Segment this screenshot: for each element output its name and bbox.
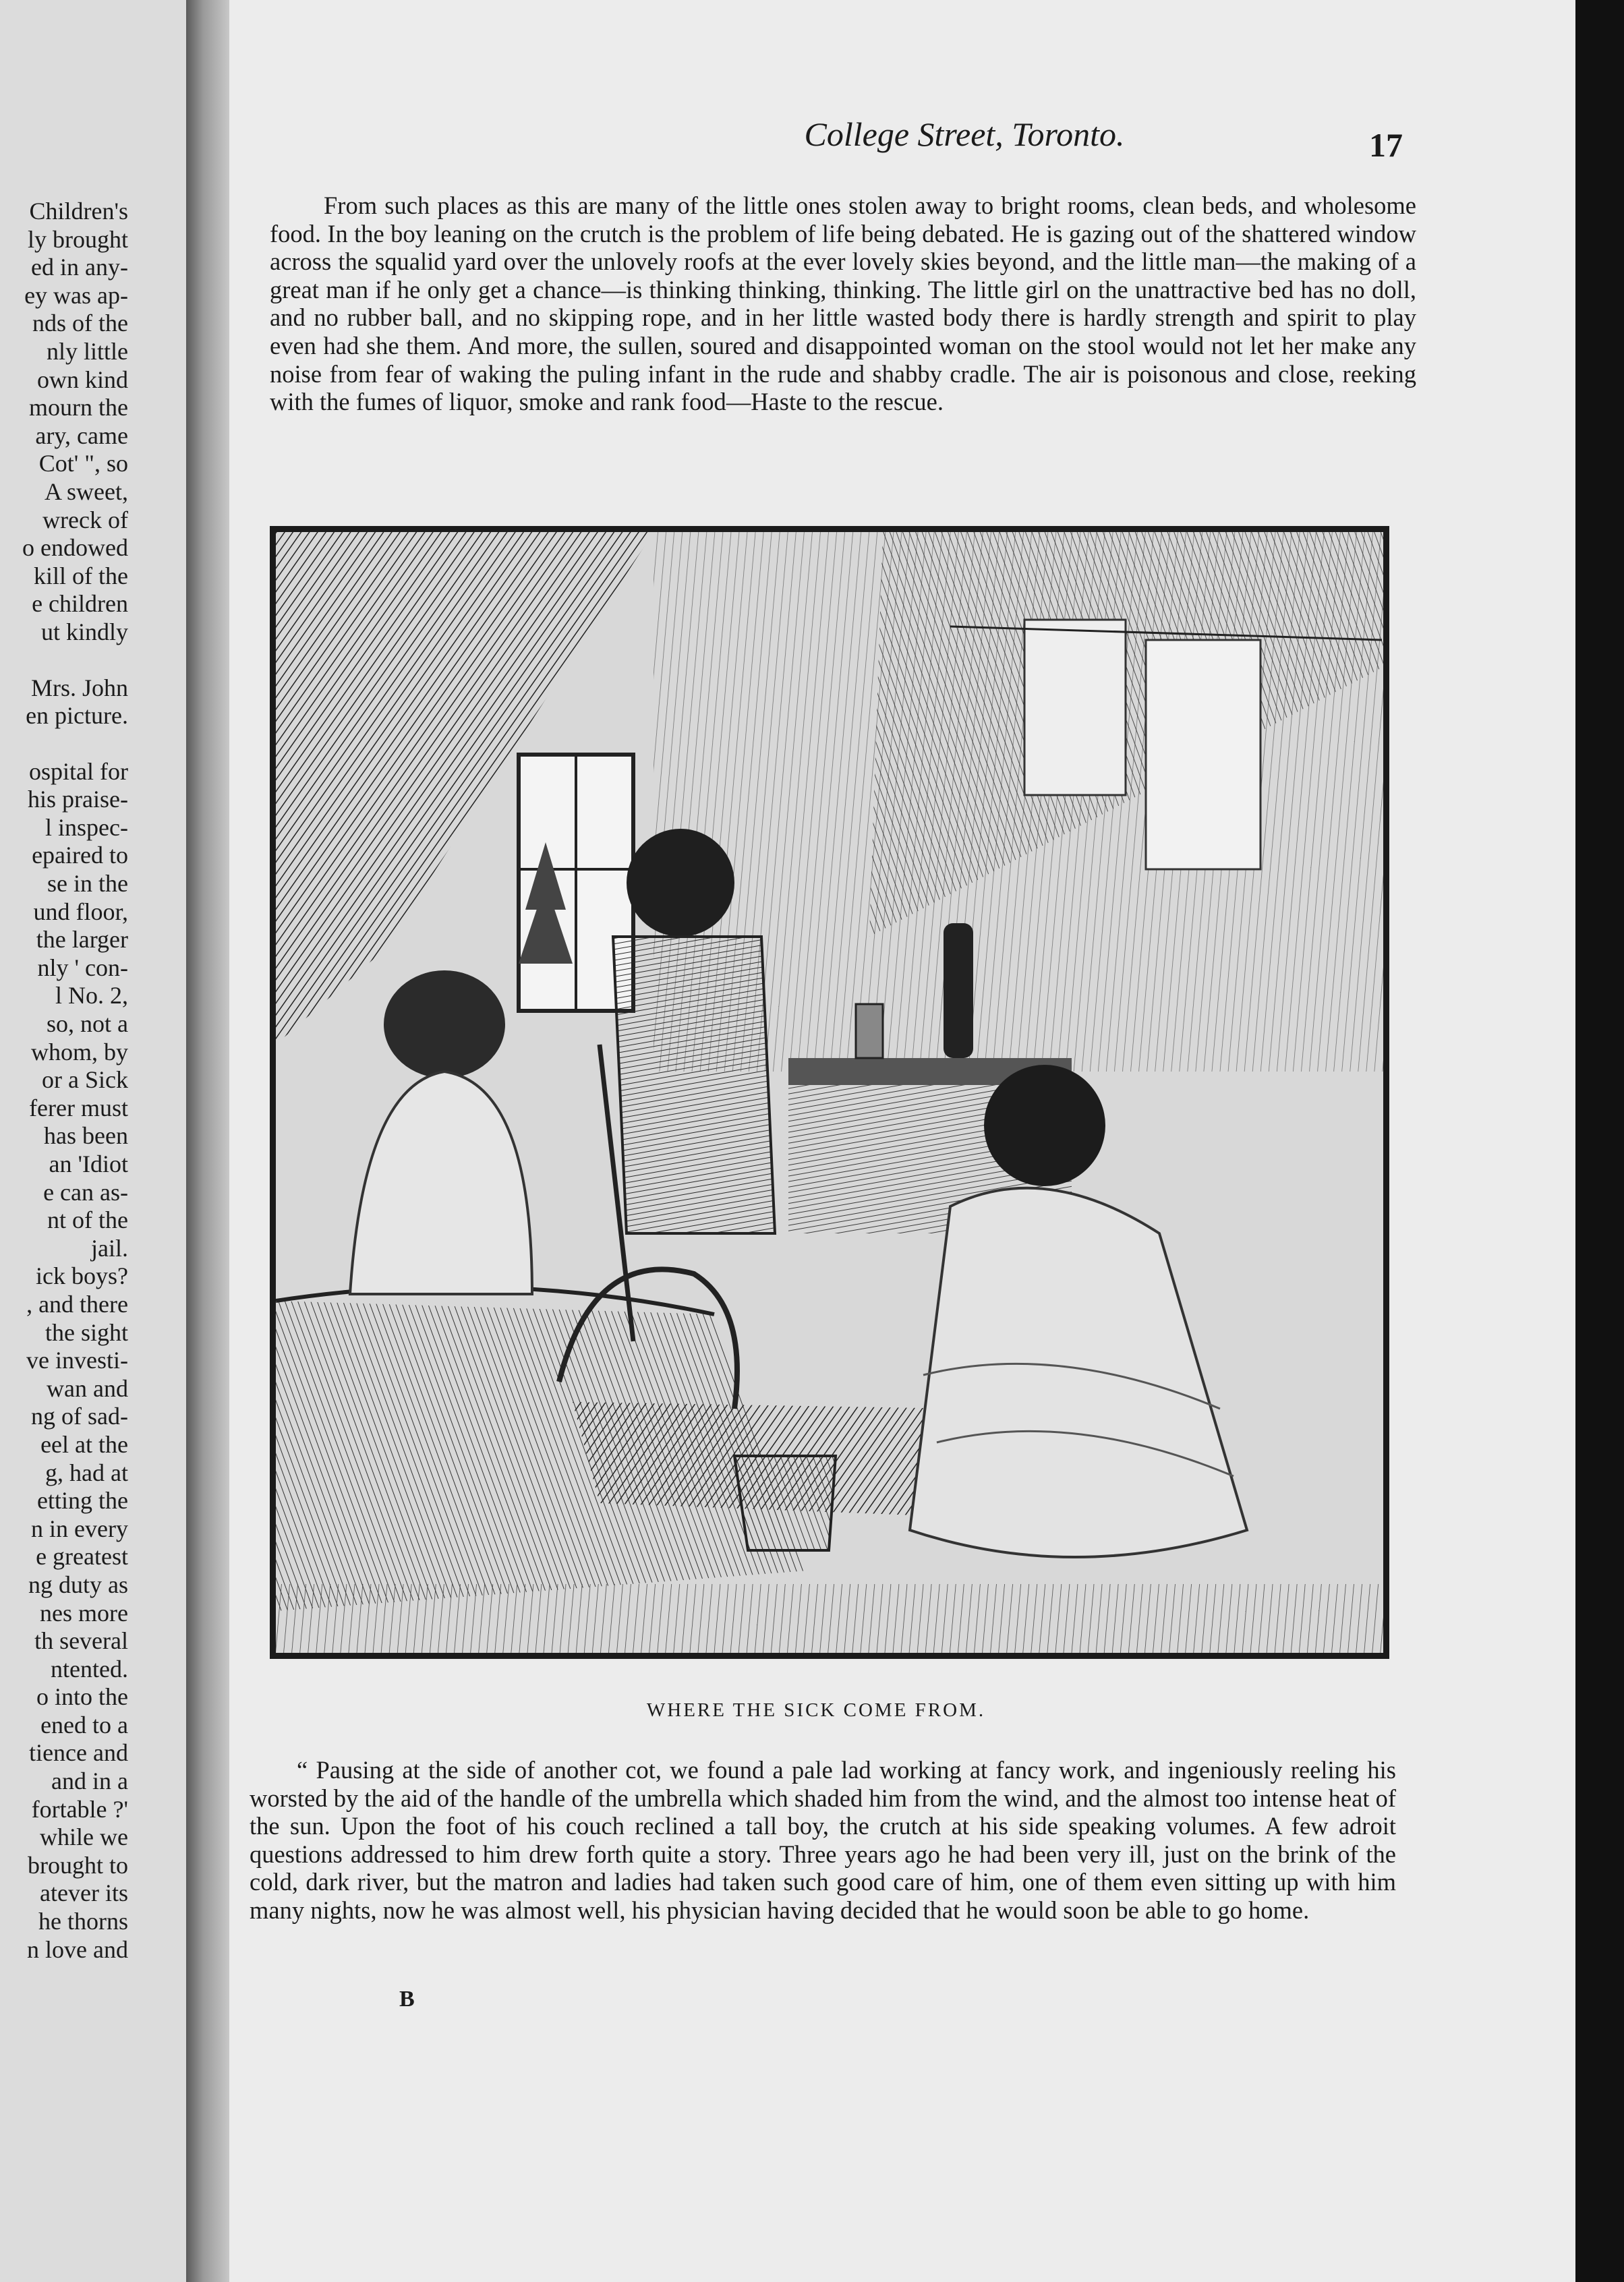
adjacent-page-line: Cot' ", so bbox=[38, 450, 128, 477]
adjacent-page-line: ferer must bbox=[29, 1094, 128, 1121]
adjacent-page-line: ly brought bbox=[28, 225, 128, 253]
woman-head bbox=[984, 1065, 1105, 1186]
adjacent-page-line: n in every bbox=[31, 1515, 128, 1542]
engraving-scene bbox=[276, 532, 1383, 1653]
adjacent-page-line: Children's bbox=[29, 198, 128, 225]
adjacent-page-line: ed in any- bbox=[31, 254, 128, 281]
cup bbox=[856, 1004, 883, 1058]
adjacent-page-line: en picture. bbox=[26, 702, 128, 730]
adjacent-page-text-column bbox=[0, 198, 128, 1964]
illustration-caption: WHERE THE SICK COME FROM. bbox=[646, 1699, 986, 1721]
adjacent-page-line: l inspec- bbox=[45, 813, 128, 841]
adjacent-page-line: ospital for bbox=[29, 757, 128, 785]
adjacent-page-line: an 'Idiot bbox=[49, 1150, 128, 1177]
adjacent-page-line: and in a bbox=[51, 1767, 128, 1795]
page-edge bbox=[1575, 0, 1624, 2282]
adjacent-page-line: nly little bbox=[47, 337, 128, 365]
adjacent-page-line: e can as- bbox=[43, 1178, 128, 1206]
adjacent-page-line: ick boys? bbox=[36, 1262, 128, 1290]
adjacent-page-line: ntented. bbox=[51, 1655, 128, 1683]
adjacent-page-line: nds of the bbox=[32, 310, 128, 337]
adjacent-page-line: o endowed bbox=[22, 534, 128, 562]
adjacent-page-line: his praise- bbox=[28, 786, 128, 813]
adjacent-page-line: ey was ap- bbox=[24, 281, 128, 309]
adjacent-page-line: l No. 2, bbox=[55, 982, 128, 1010]
page bbox=[229, 0, 1575, 2282]
adjacent-page-line: wreck of bbox=[42, 506, 128, 533]
adjacent-page-line: wan and bbox=[47, 1374, 128, 1402]
adjacent-page-line bbox=[0, 730, 128, 758]
adjacent-page-line: und floor, bbox=[33, 898, 128, 925]
adjacent-page-line: epaired to bbox=[32, 842, 128, 869]
adjacent-page-line: kill of the bbox=[34, 562, 128, 589]
adjacent-page-line: e children bbox=[32, 590, 128, 618]
adjacent-page-line: nes more bbox=[40, 1599, 128, 1627]
adjacent-page-line: ut kindly bbox=[40, 618, 128, 645]
adjacent-page-line: has been bbox=[44, 1122, 128, 1150]
adjacent-page-line: atever its bbox=[40, 1879, 128, 1907]
adjacent-page-line: etting the bbox=[37, 1487, 128, 1515]
adjacent-page-line: A sweet, bbox=[45, 477, 128, 505]
signature-mark: B bbox=[399, 1987, 415, 2012]
adjacent-page-left bbox=[0, 0, 186, 2282]
adjacent-page-line: o into the bbox=[36, 1683, 128, 1711]
adjacent-page-line: ng of sad- bbox=[31, 1403, 128, 1430]
adjacent-page-line: own kind bbox=[37, 365, 128, 393]
adjacent-page-line: tience and bbox=[29, 1739, 128, 1767]
adjacent-page-line: ened to a bbox=[40, 1711, 128, 1738]
adjacent-page-line: whom, by bbox=[31, 1038, 128, 1065]
hanging-laundry bbox=[1024, 620, 1126, 795]
paragraph-1: From such places as this are many of the little ones stolen away to bright rooms, clean beds, and wholesome food. In the boy leaning on the crutch is the problem of life being debated. He is gazing out of the shattered window across the squalid yard over the unlovely roofs at the ever lovely skies beyond, and the little man—the making of a great man if he only get a chance—is thinking thinking, thinking. The little girl on the unattractive bed has no doll, and no rubber ball, and no skipping rope, and in her little wasted body there is hardly strength and spirit to play even had she them. And more, the sullen, soured and disappointed woman on the stool would not let her make any noise from fear of waking the puling infant in the rude and shabby cradle. The air is poisonous and close, reeking with the fumes of liquor, smoke and rank food—Haste to the rescue. bbox=[270, 192, 1416, 416]
adjacent-page-line bbox=[0, 647, 128, 674]
adjacent-page-line: while we bbox=[40, 1823, 128, 1851]
adjacent-page-line: brought to bbox=[28, 1851, 128, 1879]
adjacent-page-line: n love and bbox=[27, 1935, 128, 1963]
floor bbox=[276, 1584, 1383, 1653]
adjacent-page-line: the larger bbox=[36, 926, 128, 954]
adjacent-page-line: th several bbox=[34, 1627, 128, 1655]
bottle bbox=[944, 923, 973, 1058]
adjacent-page-line: nt of the bbox=[47, 1206, 128, 1234]
hanging-laundry bbox=[1146, 640, 1260, 869]
boy-figure bbox=[613, 937, 775, 1233]
engraving-illustration bbox=[270, 526, 1389, 1659]
adjacent-page-line: ve investi- bbox=[26, 1347, 128, 1374]
adjacent-page-line: jail. bbox=[91, 1234, 128, 1262]
adjacent-page-line: Mrs. John bbox=[30, 674, 128, 701]
adjacent-page-line: so, not a bbox=[47, 1010, 128, 1038]
adjacent-page-line: nly ' con- bbox=[37, 954, 128, 981]
running-head: College Street, Toronto. bbox=[804, 115, 1125, 153]
adjacent-page-line: or a Sick bbox=[42, 1066, 128, 1094]
adjacent-page-line: , and there bbox=[26, 1290, 128, 1318]
adjacent-page-line: ary, came bbox=[35, 421, 128, 449]
adjacent-page-line: ng duty as bbox=[28, 1571, 128, 1598]
adjacent-page-line: he thorns bbox=[38, 1908, 128, 1935]
girl-head bbox=[384, 970, 505, 1078]
bucket bbox=[734, 1456, 836, 1550]
adjacent-page-line: eel at the bbox=[40, 1430, 128, 1458]
adjacent-page-line: g, had at bbox=[45, 1459, 128, 1486]
book-gutter bbox=[186, 0, 229, 2282]
adjacent-page-line: e greatest bbox=[36, 1543, 128, 1571]
adjacent-page-line: fortable ?' bbox=[31, 1795, 128, 1823]
paragraph-2: “ Pausing at the side of another cot, we found a pale lad working at fancy work, and ingeniously reeling his worsted by the aid of the handle of the umbrella which shaded him from the wind, and the almost too intense heat of the sun. Upon the foot of his couch reclined a tall boy, the crutch at his side speaking volumes. A few adroit questions addressed to him drew forth quite a story. Three years ago he had been very ill, just on the brink of the cold, dark river, but the matron and ladies had taken such good care of him, one of them even sitting up with him many nights, now he was almost well, his physician having decided that he would soon be able to go home. bbox=[250, 1756, 1396, 1924]
boy-head bbox=[627, 829, 734, 937]
page-number: 17 bbox=[1369, 126, 1403, 164]
adjacent-page-line: mourn the bbox=[29, 394, 128, 421]
adjacent-page-line: the sight bbox=[45, 1318, 128, 1346]
adjacent-page-line: se in the bbox=[47, 870, 128, 898]
